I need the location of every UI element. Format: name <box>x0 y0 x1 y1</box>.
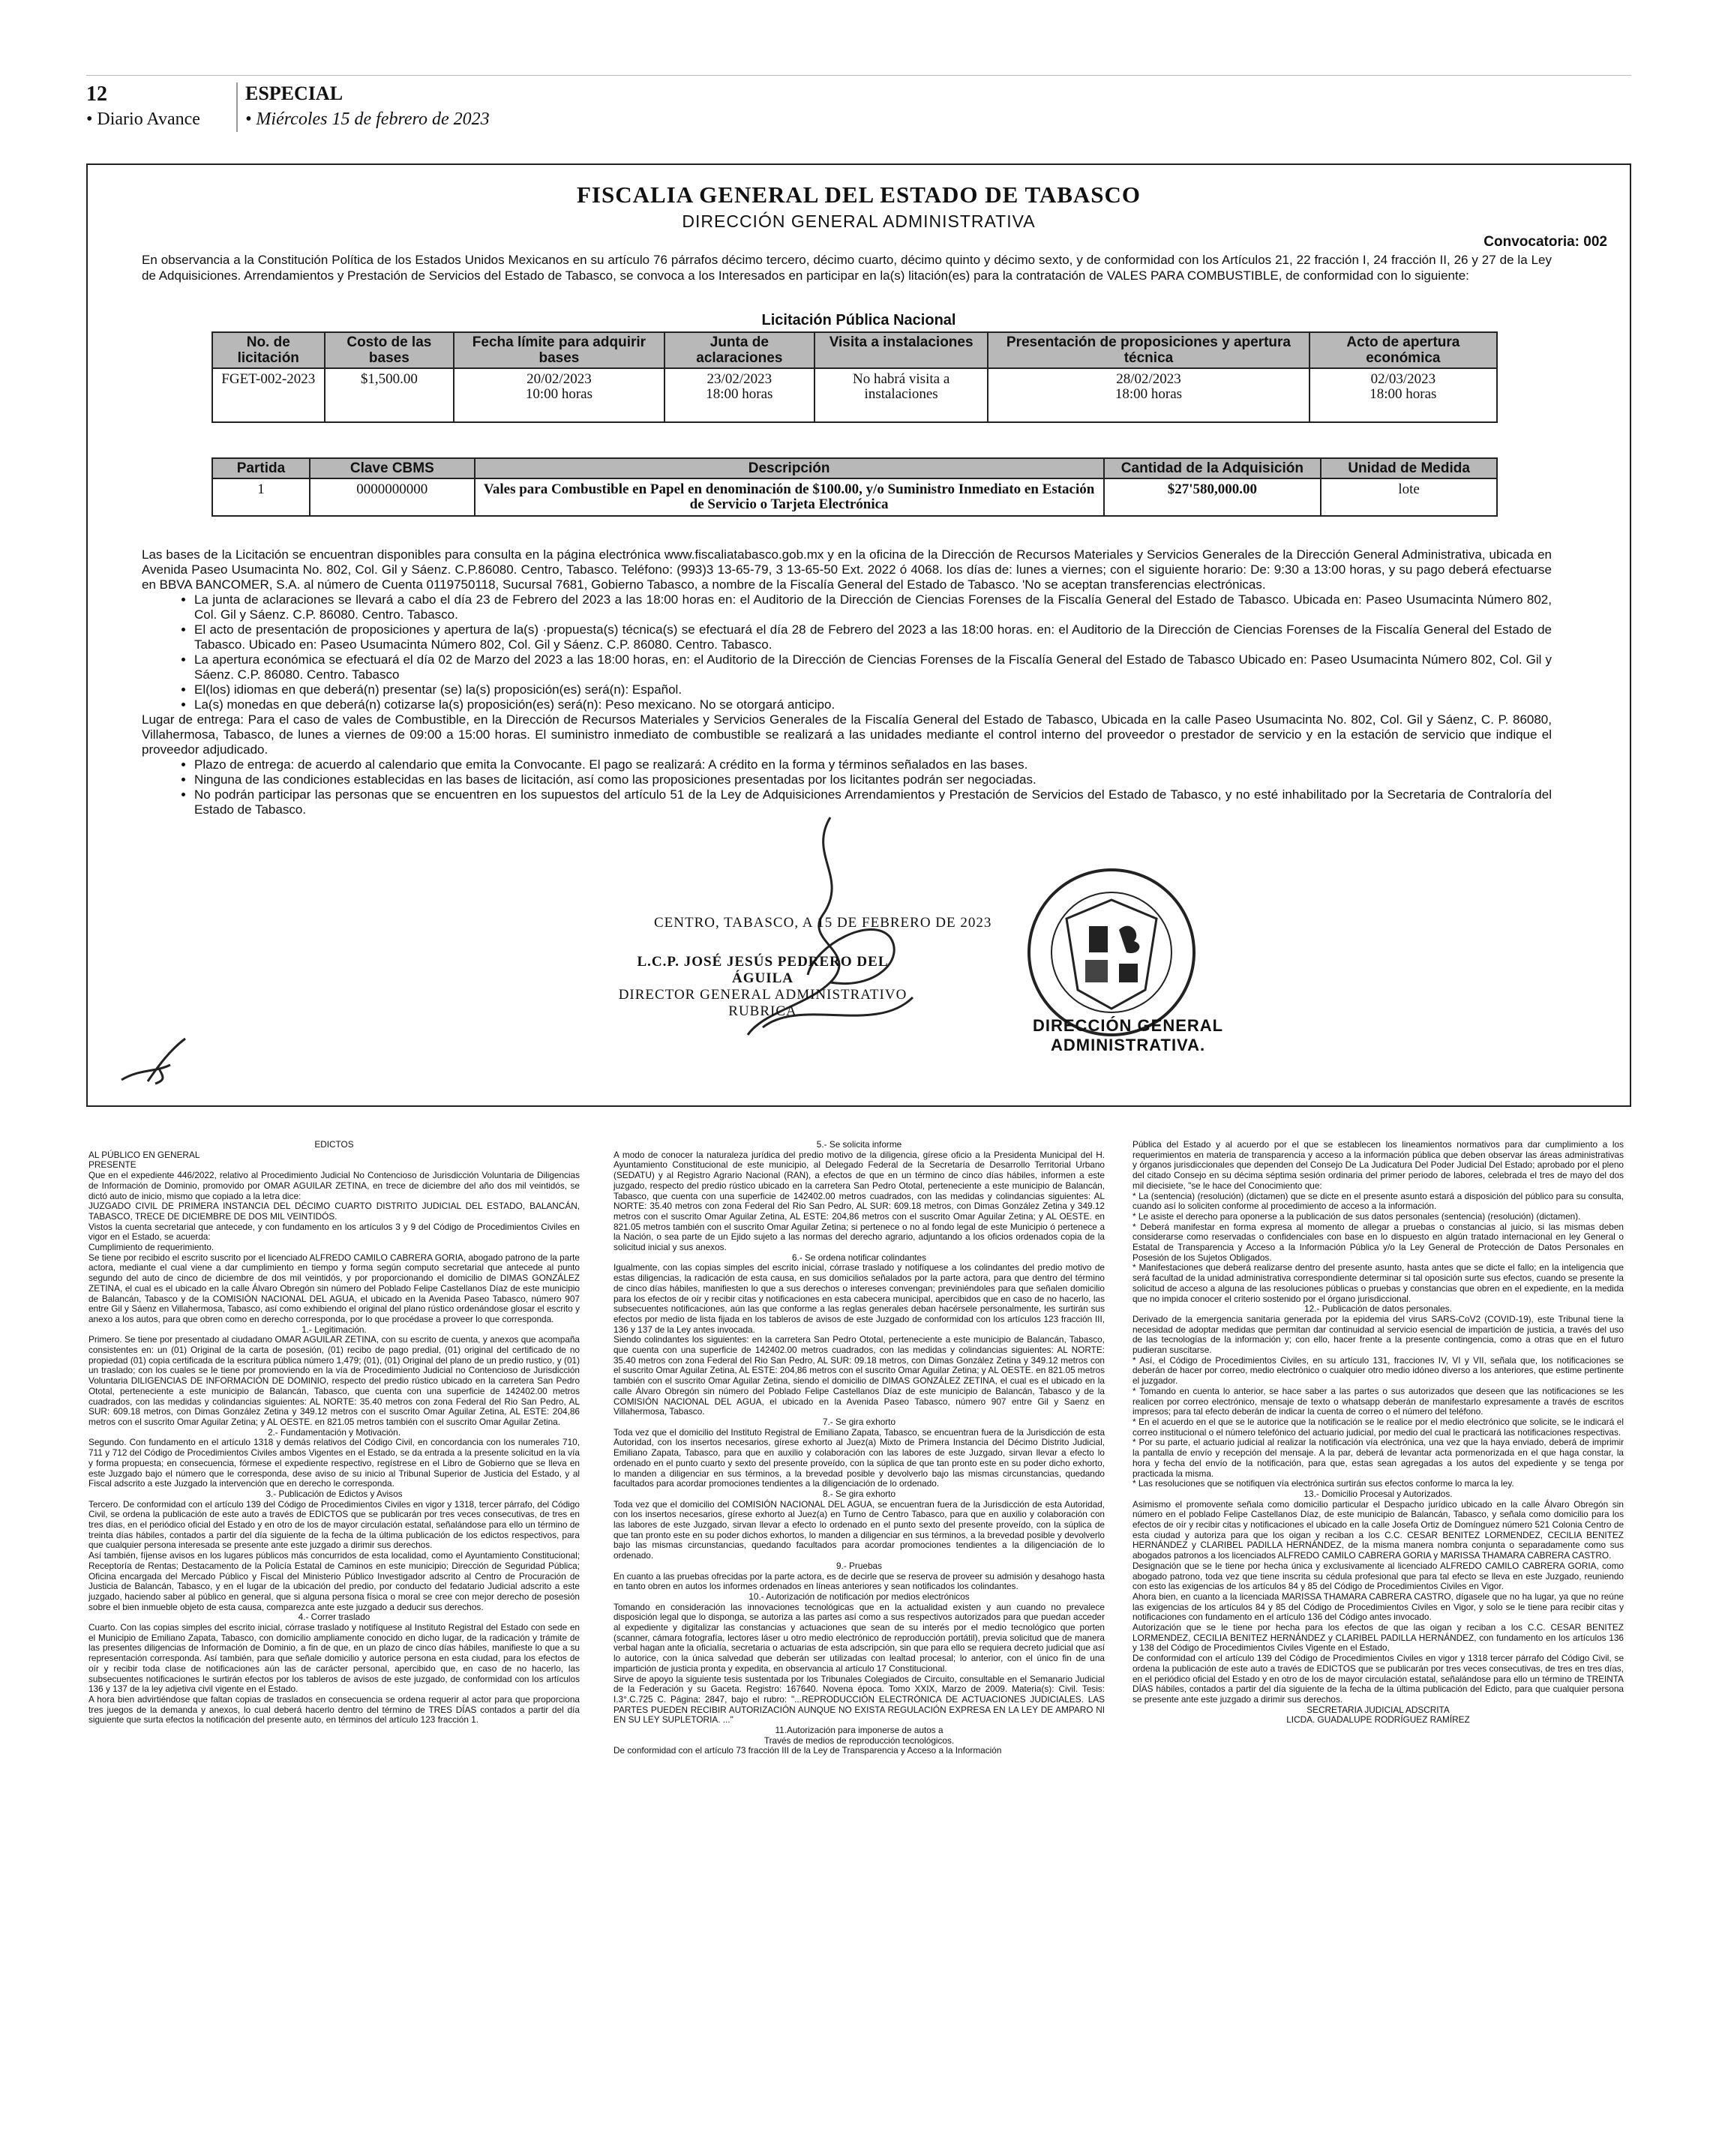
header-rule <box>86 75 1631 76</box>
edicto-paragraph: Autorización que se le tiene por hecha para los efectos de que las oigan y reciban a los C.C. CESAR BENITEZ LORMENDEZ, CECILIA BENITEZ HERNÁNDEZ y CLARIBEL PADILLA HERNÁNDEZ, con fundamento en los artículos 136 y 138 del Código de Procedimientos Civiles Vigente en el Estado, <box>1132 1622 1624 1654</box>
table-header: Clave CBMS <box>310 458 475 478</box>
edicto-paragraph: * La (sentencia) (resolución) (dictamen) que se dicte en el presente asunto estará a disposición del público para su consulta, cuando así lo soliciten conforme al procedimiento de acceso a la información. <box>1132 1190 1624 1212</box>
edicto-paragraph: Así también, fíjense avisos en los lugares públicos más concurridos de esta localidad, como el Ayuntamiento Constitucional; Receptoría de Rentas; Destacamento de la Policía Estatal de Caminos en este municipio; Dirección de Seguridad Pública; Oficina encargada del Mercado Público y Fiscal del Ministerio Público Investigador adscrito al Centro de Procuración de Justicia de Balancán, Tabasco, y en el lugar de la ubicación del predio, por conducto del fedatario Judicial adscrito a este juzgado, haciendo saber al público en general, que si alguna persona física o moral se cree con mejor derecho de posesión sobre el bien inmueble objeto de esta causa, comparezca ante este juzgado a deducir sus derechos. <box>88 1550 580 1612</box>
signer-block <box>605 954 920 1020</box>
edicto-paragraph: Tomando en consideración las innovaciones tecnológicas que en la actualidad existen y aun cuando no prevalece disposición legal que lo disponga, se autoriza a las partes así como a sus respectivos autorizados para que puedan acceder al expediente y digitalizar las constancias y actuaciones que sean de su interés por el medio tecnológico que porten (scanner, cámara fotografía, lectores láser u otro medio electrónico de reproducción portátil), previa solicitud que de manera verbal hagan ante la oficialía, secretaria o actuarias de esta adscripción, sin que para ello se requiera decreto judicial que así lo autorice, con la única salvedad que deberán ser utilizadas con lealtad procesal; lo anterior, con el único fin de una impartición de justicia pronta y expedita, en observancia al artículo 17 Constitucional. <box>614 1601 1105 1674</box>
edicto-heading: 8.- Se gira exhorto <box>822 1488 896 1499</box>
edicto-heading: 3.- Publicación de Edictos y Avisos <box>266 1488 403 1499</box>
table-header: Descripción <box>475 458 1104 478</box>
edicto-paragraph: AL PÚBLICO EN GENERAL <box>88 1149 200 1160</box>
edicto-paragraph: Que en el expediente 446/2022, relativo al Procedimiento Judicial No Contencioso de Jurisdicción Voluntaria de Diligencias de Información de Dominio, promovido por OMAR AGUILAR ZETINA, en trece de diciembre del año dos mil veintidós, se dictó auto de inicio, mismo que copiado a la letra dice: <box>88 1170 580 1201</box>
ad-subtitle: DIRECCIÓN GENERAL ADMINISTRATIVA <box>682 211 1036 231</box>
table-cell: 0000000000 <box>310 478 475 516</box>
official-seal <box>1025 866 1198 1039</box>
edicto-paragraph: * Tomando en cuenta lo anterior, se hace saber a las partes o sus autorizados que deseen que las notificaciones se les realicen por correo electrónico, mensaje de texto o whatsapp deberán de manifestarlo expresamente a través de escritos impresos; para tal efecto deberán de indicar la cuenta de correo o el número del teléfono. <box>1132 1385 1624 1417</box>
section-name: ESPECIAL <box>245 82 344 104</box>
condition-item: • Ninguna de las condiciones establecidas en las bases de licitación, así como las proposiciones presentadas por los licitantes podrán ser negociadas. <box>194 772 1552 787</box>
seal-caption-line2: ADMINISTRATIVA. <box>1051 1036 1206 1054</box>
table-cell: No habrá visita a instalaciones <box>814 368 988 422</box>
table-cell: 02/03/2023 18:00 horas <box>1310 368 1497 422</box>
edicto-paragraph: * Así, el Código de Procedimientos Civiles, en su artículo 131, fracciones IV, VI y VII, señala que, los notificaciones se deberán de hacer por correo, medio electrónico o cualquier otro medio idóneo diverso a los anteriores, que estime pertinente el juzgador. <box>1132 1354 1624 1387</box>
table-header: Presentación de proposiciones y apertura técnica <box>988 332 1310 368</box>
edicto-paragraph: Vistos la cuenta secretarial que antecede, y con fundamento en los artículos 3 y 9 del Código de Procedimientos Civiles en vigor en el Estado, se acuerda: <box>88 1221 580 1243</box>
edicto-paragraph: Se tiene por recibido el escrito suscrito por el licenciado ALFREDO CAMILO CABRERA GORIA, abogado patrono de la parte actora, mediante el cual viene a dar cumplimiento en tiempo y forma según computo secretarial que antecede al punto segundo del auto de cinco de diciembre de dos mil veintidós, y por proporcionando el domicilio de DIMAS GONZÁLEZ ZETINA, el cual es el ubicado en la calle Álvaro Obregón sin número del Poblado Felipe Castellanos Díaz de este municipio de Balancán, Tabasco y de la COMISIÓN NACIONAL DEL AGUA, el ubicado en la Avenida Paseo Tabasco, número 907 entre Gil y Sáenz en Villahermosa, Tabasco, así como exhibiendo el original del plano rústico ordenándose glosar el escrito y anexo a los autos, para que obren como en derecho corresponda, por lo que procédase a proveer lo que corresponda. <box>88 1252 580 1324</box>
edicto-heading: 4.- Correr traslado <box>298 1612 370 1623</box>
condition-item: • El(los) idiomas en que deberá(n) presentar (se) la(s) proposición(es) será(n): Español. <box>194 682 1552 697</box>
edicto-paragraph: Derivado de la emergencia sanitaria generada por la epidemia del virus SARS-CoV2 (COVID-19), este Tribunal tiene la necesidad de adoptar medidas que permitan dar continuidad al servicio esencial de impartición de justicia, a través del uso de las tecnologías de la información y; con ello, hacer frente a la presente contingencia, como a otras que en el futuro pudieran suscitarse. <box>1132 1313 1624 1356</box>
edicto-paragraph: Segundo. Con fundamento en el artículo 1318 y demás relativos del Código Civil, en concordancia con los numerales 710, 711 y 712 del Código de Procedimientos Civiles ambos Vigentes en el Estado, se da entrada a la presente solicitud en la vía y forma propuesta; en consecuencia, fórmese el expediente respectivo, regístrese en el Libro de Gobierno que se lleva en este Juzgado bajo el número que le corresponda, dese aviso de su inicio al Tribunal Superior de Justicia del Estado, y al Fiscal adscrito a este Juzgado la intervención que en derecho le corresponda. <box>88 1437 580 1489</box>
edicto-heading: 10.- Autorización de notificación por medios electrónicos <box>748 1591 970 1602</box>
ad-intro: En observancia a la Constitución Política de los Estados Unidos Mexicanos en su artículo 76 párrafos décimo tercero, décimo cuarto, décimo quinto y décimo sexto, y de conformidad con los Artículos 21, 22 fracción I, 24 fracción II, 26 y 27 de la Ley de Adquisiciones. Arrendamientos y Prestación de Servicios del Estado de Tabasco, se convoca a los Interesados en participar en la(s) litación(es) para la contratación de VALES PARA COMBUSTIBLE, de conformidad con lo siguiente: <box>142 253 1552 283</box>
table-cell: 23/02/2023 18:00 horas <box>664 368 814 422</box>
header-divider <box>236 82 238 132</box>
edicto-heading: 9.- Pruebas <box>836 1560 882 1571</box>
condition-item: • La(s) monedas en que deberá(n) cotizarse la(s) proposición(es) será(n): Peso mexicano. No se otorgará anticipo. <box>194 697 1552 712</box>
signer-name: L.C.P. JOSÉ JESÚS PEDRERO DEL ÁGUILA <box>637 954 889 986</box>
condition-item: • No podrán participar las personas que se encuentren en los supuestos del artículo 51 de la Ley de Adquisiciones Arrendamientos y Prestación de Servicios del Estado de Tabasco, y no esté inhabilitado por la Secretaria de Contraloría del Estado de Tabasco. <box>194 787 1552 817</box>
conditions-list <box>142 592 1552 712</box>
table-header: Fecha límite para adquirir bases <box>454 332 664 368</box>
condition-item: • El acto de presentación de proposiciones y apertura de la(s) ·propuesta(s) técnica(s) se efectuará el día 28 de Febrero del 2023 a las 18:00 horas. en: el Auditorio de la Dirección de Ciencias Forenses de la Fiscalía General del Estado de Tabasco. Ubicado en: Paseo Usumacinta Número 802, Col. Gil y Sáenz. C.P. 86080. Centro. Tabasco. <box>194 622 1552 652</box>
conditions-list-2 <box>142 757 1552 817</box>
page-header <box>86 82 1631 135</box>
edicto-paragraph: Primero. Se tiene por presentado al ciudadano OMAR AGUILAR ZETINA, con su escrito de cuenta, y anexos que acompaña consistentes en: un (01) Original de la carta de posesión, (01) recibo de pago predial, (01) original del certificado de no propiedad (01) copia certificada de la escritura pública número 1,479; (01), (01) Original del plano de un predio rustico, y (01) un traslado; con los cuales se le tiene por promoviendo en la vía de Procedimiento Judicial no Contencioso de Jurisdicción Voluntaria DILIGENCIAS DE INFORMACIÓN DE DOMINIO, respecto del predio rústico ubicado en la carretera San Pedro Ototal, perteneciente a este municipio de Balancán, Tabasco, que cuenta con una superficie de 142402.00 metros cuadrados, con las medidas y colindancias siguientes: AL NORTE: 35.40 metros con zona Federal del Rio San Pedro, AL SUR: 609.18 metros, con Dimas González Zetina y 349.12 metros con el suscrito Omar Aguilar Zetina, AL ESTE: 204,86 metros con el suscrito Omar Aguilar Zetina; y AL OESTE. en 821.05 metros también con el suscrito Omar Aguilar Zetina. <box>88 1334 580 1427</box>
edicto-paragraph: A modo de conocer la naturaleza jurídica del predio motivo de la diligencia, gírese oficio a la Presidenta Municipal del H. Ayuntamiento Constitucional de este municipio, al Delegado Federal de la Secretaría de Desarrollo Territorial Urbano (SEDATU) y al Registro Agrario Nacional (RAN), a efectos de que en un término de cinco días hábiles, informen a este juzgado, respecto del predio rústico ubicado en la carretera San Pedro Ototal, perteneciente a este municipio de Balancán, Tabasco, que cuenta con una superficie de 142402.00 metros cuadrados, con las medidas y colindancias siguientes: AL NORTE: 35.40 metros con zona Federal del Rio San Pedro, AL SUR: 609.18 metros, con Dimas González Zetina y 349.12 metros con el suscrito Omar Aguilar Zetina, AL ESTE: 204,86 metros con el suscrito Omar Aguilar Zetina; y AL OESTE. en 821.05 metros también con el suscrito Omar Aguilar Zetina; si pertenece o no al fondo legal de este Municipio ó pertenece a la Nación, o sea parte de un Ejido sujeto a las normas del derecho agrario, adjuntando a los oficios ordenados copia de la solicitud inicial y sus anexos. <box>614 1149 1105 1253</box>
convocatoria-number: Convocatoria: 002 <box>1484 234 1607 250</box>
edicto-paragraph: Tercero. De conformidad con el artículo 139 del Código de Procedimientos Civiles en vigor y 1318, tercer párrafo, del Código Civil, se ordena la publicación de este auto a través de EDICTOS que se publicarán por tres veces consecutivas, de tres en tres días, en el periódico oficial del Estado y en otro de los de mayor circulación estatal, señalándose para ello un término de treinta días hábiles, contados a partir del día siguiente de la fecha de la última publicación de los edictos respectivos, para que cualquier persona interesada se presente ante este juzgado a dirimir sus derechos. <box>88 1498 580 1551</box>
edicto-column-2 <box>614 1140 1105 1756</box>
seal-caption <box>1033 1016 1223 1055</box>
table-title: Licitación Pública Nacional <box>761 312 956 328</box>
edicto-paragraph: Igualmente, con las copias simples del escrito inicial, córrase traslado y notifíquese a los colindantes del predio motivo de estas diligencias, la radicación de esta causa, en sus domicilios señalados por la parte actora, para que dentro del término de cinco días hábiles, manifiesten lo que a sus derechos o intereses convengan; previniéndoles para que señalen domicilio para los efectos de oír y recibir citas y notificaciones en esta cabecera municipal, apercibidos que en caso de no hacerlo, las subsecuentes notificaciones, aún las que conforme a las reglas generales deban hacérsele personalmente, les surtirán sus efectos por medio de lista fijada en los tableros de avisos de este Juzgado de conformidad con los artículos 123 fracción III, 136 y 137 de la Ley antes invocada. <box>614 1262 1105 1335</box>
table-cell: lote <box>1321 478 1497 516</box>
ad-title: FISCALIA GENERAL DEL ESTADO DE TABASCO <box>576 181 1142 208</box>
edicto-paragraph: Cumplimiento de requerimiento. <box>88 1242 214 1253</box>
edicto-heading: 1.- Legitimación. <box>302 1324 367 1335</box>
table-cell: Vales para Combustible en Papel en denominación de $100.00, y/o Suministro Inmediato en Estación de Servicio o Tarjeta Electrónica <box>475 478 1104 516</box>
edicto-paragraph: Sirve de apoyo la siguiente tesis sustentada por los Tribunales Colegiados de Circuito, consultable en el Semanario Judicial de la Federación y su Gaceta. Registro: 167640. Novena época. Tomo XXIX, Marzo de 2009. Materia(s): Civil. Tesis: I.3°.C.725 C. Página: 2847, bajo el rubro: "...REPRODUCCIÓN ELECTRÓNICA DE ACTUACIONES JUDICIALES. LAS PARTES PUEDEN RECIBIR AUTORIZACIÓN AUNQUE NO EXISTA REGULACIÓN EXPRESA EN LA LEY DE AMPARO NI EN SU LEY SUPLETORIA. ..." <box>614 1673 1105 1726</box>
initials-mark <box>118 1035 193 1087</box>
table-cell: 1 <box>212 478 310 516</box>
edicto-paragraph: Ahora bien, en cuanto a la licenciada MARISSA THAMARA CABRERA CASTRO, dígasele que no ha lugar, ya que no reúne las exigencias de los artículos 84 y 85 del Código de Procedimientos Civiles en Vigor, y solo se le tiene para recibir citas y notificaciones con fundamento en el artículo 136 del Código antes invocado. <box>1132 1591 1624 1623</box>
place-date: CENTRO, TABASCO, A 15 DE FEBRERO DE 2023 <box>654 915 992 931</box>
edicto-heading: 7.- Se gira exhorto <box>822 1416 896 1427</box>
edicto-paragraph: * Las resoluciones que se notifiquen vía electrónica surtirán sus efectos conforme lo marca la ley. <box>1132 1478 1514 1489</box>
table-cell: $1,500.00 <box>325 368 454 422</box>
edicto-paragraph: En cuanto a las pruebas ofrecidas por la parte actora, es de decirle que se reserva de proveer su admisión y desahogo hasta en tanto obren en autos los informes ordenados en líneas anteriores y sean notificados los colindantes. <box>614 1570 1105 1592</box>
edicto-paragraph: Siendo colindantes los siguientes: en la carretera San Pedro Ototal, perteneciente a este municipio de Balancán, Tabasco, que cuenta con una superficie de 142402.00 metros cuadrados, con las medidas y colindancias siguientes: AL NORTE: 35.40 metros con zona Federal del Rio San Pedro, AL SUR: 09.18 metros, con Dimas González Zetina y 349.12 metros con el suscrito Omar Aguilar Zetina, AL ESTE: 204,86 metros con el suscrito Omar Aguilar Zetina; y AL OESTE. en 821.05 metros también con el suscrito Omar Aguilar Zetina, siendo el domicilio de DIMAS GONZÁLEZ ZETINA, el cual es el ubicado en la calle Álvaro Obregón sin número del Poblado Felipe Castellanos Díaz de este municipio de Balancán, Tabasco y de la COMISIÓN NACIONAL DEL AGUA, el ubicado en la Avenida Paseo Tabasco, número 907 entre Gil y Saenz en Villahermosa, Tabasco. <box>614 1334 1105 1417</box>
table-header: Junta de aclaraciones <box>664 332 814 368</box>
signer-note: RUBRICA <box>728 1003 797 1019</box>
licitacion-table <box>212 331 1498 423</box>
condition-item: • Plazo de entrega: de acuerdo al calendario que emita la Convocante. El pago se realizará: A crédito en la forma y términos señalados en las bases. <box>194 757 1552 772</box>
edicto-paragraph: Cuarto. Con las copias simples del escrito inicial, córrase traslado y notifíquese al Instituto Registral del Estado con sede en el Municipio de Emiliano Zapata, Tabasco, con domicilio ampliamente conocido en dicho lugar, de la radicación y trámite de las presentes diligencias de Información de Dominio, a fin de que, en un plazo de cinco días hábiles, manifieste lo que a su representación corresponda. Así también, para que señale domicilio y autorice persona en esta ciudad, para los efectos de oír y recibir toda clase de notificaciones aún las de carácter personal, apercibido que, en caso de no hacerlo, las subsecuentes notificaciones le surtirán efectos por los tableros de avisos de este juzgado, de conformidad con los artículos 136 y 137 de la ley adjetiva civil vigente en el Estado. <box>88 1622 580 1695</box>
issue-date: • Miércoles 15 de febrero de 2023 <box>245 109 490 129</box>
edicto-paragraph: Toda vez que el domicilio del COMISIÓN NACIONAL DEL AGUA, se encuentran fuera de la Jurisdicción de esta Autoridad, con los insertos necesarios, gírese exhorto al Juez(a) en Turno de Centro Tabasco, para que en auxilio y colaboración con las labores de este Juzgado, sirvan llevar a efecto lo ordenado en el punto sexto del presente proveído, con la súplica de que tan pronto este en su poder dichos exhortos, lo manden a diligenciar en sus términos, a la brevedad posible y devolverlo bajo las mismas circunstancias, quedando facultados para acordar promociones tendientes a la diligenciación de lo ordenado. <box>614 1498 1105 1561</box>
edicto-paragraph: A hora bien advirtiéndose que faltan copias de traslados en consecuencia se ordena requerir al actor para que proporciona tres juegos de la demanda y anexos, lo cual deberá hacerlo dentro del término de TRES DÍAS contados a partir del día siguiente que surta efectos la notificación del presente auto, en términos del artículo 123 fracción 1. <box>88 1693 580 1726</box>
table-cell: 28/02/2023 18:00 horas <box>988 368 1310 422</box>
condition-item: • La junta de aclaraciones se llevará a cabo el día 23 de Febrero del 2023 a las 18:00 horas en: el Auditorio de la Dirección de Ciencias Forenses de la Fiscalía General del Estado de Tabasco. Ubicada en: Paseo Usumacinta Número 802, Col. Gil y Sáenz. C.P. 86080. Centro. Tabasco. <box>194 592 1552 622</box>
table-cell: 20/02/2023 10:00 horas <box>454 368 664 422</box>
edicto-paragraph: De conformidad con el artículo 139 del Código de Procedimientos Civiles en vigor y 1318 tercer párrafo del Código Civil, se ordena la publicación de este auto a través de EDICTOS que se publicarán por tres veces consecutivas, de tres en tres días, en el periódico oficial del Estado y en otro de los de mayor circulación estatal, señalándose para ello un término de TREINTA DÍAS hábiles, contados a partir del día siguiente de la fecha de la última publicación del Edicto, para que cualquier persona se presente ante este juzgado a dirimir sus derechos. <box>1132 1653 1624 1705</box>
edicto-paragraph: De conformidad con el artículo 73 fracción III de la Ley de Transparencia y Acceso a la Información <box>614 1745 1002 1756</box>
edicto-paragraph: * Le asiste el derecho para oponerse a la publicación de sus datos personales (sentencia) (resolución) (dictamen). <box>1132 1210 1581 1222</box>
table-cell: FGET-002-2023 <box>212 368 325 422</box>
edicto-heading: 5.- Se solicita informe <box>816 1139 902 1150</box>
edicto-paragraph: * En el acuerdo en el que se le autorice que la notificación se le realice por el medio electrónico que solicite, se le indicará el correo institucional o el número telefónico del actuario judicial, por medio del cual le practicará las notificaciones respectivas. <box>1132 1416 1624 1438</box>
table-header: Costo de las bases <box>325 332 454 368</box>
edicto-heading: EDICTOS <box>314 1139 354 1150</box>
signer-title: DIRECTOR GENERAL ADMINISTRATIVO <box>618 987 908 1003</box>
edicto-heading: LICDA. GUADALUPE RODRÍGUEZ RAMÍREZ <box>1286 1714 1470 1726</box>
table-header: Acto de apertura económica <box>1310 332 1497 368</box>
edicto-paragraph: Toda vez que el domicilio del Instituto Registral de Emiliano Zapata, Tabasco, se encuentran fuera de la Jurisdicción de esta Autoridad, con los insertos necesarios, gírese exhorto al Juez(a) Mixto de Primera Instancia del Décimo Distrito Judicial, Emiliano Zapata, Tabasco, para que en auxilio y colaboración con las labores de este Juzgado, sirvan llevar a efecto lo ordenado en el punto cuarto y sexto del presente proveído, con la súplica de que tan pronto este en su poder dicho exhorto, lo manden a diligenciar en sus términos, a la brevedad posible y devolverlo bajo las mismas circunstancias, quedando facultados para acordar promociones tendientes a la diligenciación de lo ordenado. <box>614 1426 1105 1489</box>
table-header: Partida <box>212 458 310 478</box>
edicto-paragraph: PRESENTE <box>88 1159 136 1171</box>
bases-paragraph: Las bases de la Licitación se encuentran disponibles para consulta en la página electrónica www.fiscaliatabasco.gob.mx y en la oficina de la Dirección de Recursos Materiales y Servicios Generales de la Dirección General Administrativa, ubicada en Avenida Paseo Usumacinta No. 802, Col. Gil y Sáenz. C.P.86080. Centro, Tabasco. Teléfono: (993)3 13-65-79, 3 13-65-50 Ext. 2022 ó 4068. los días de: lunes a viernes; con el siguiente horario: De: 9:30 a 13:00 horas, y su pago deberá efectuarse en BBVA BANCOMER, S.A. al número de Cuenta 0119750118, Sucursal 7681, Gobierno Tabasco, a nombre de la Fiscalía General del Estado de Tabasco. 'No se aceptan transferencias electrónicas. <box>142 547 1552 592</box>
table-header: Visita a instalaciones <box>814 332 988 368</box>
edicto-paragraph: Pública del Estado y al acuerdo por el que se establecen los lineamientos normativos para dar cumplimiento a los requerimientos en materia de transparencia y acceso a la información pública que deben observar las áreas administrativas y órganos jurisdiccionales que dependen del Consejo De La Judicatura Del Poder Judicial Del Estado; aprobado por el pleno del citado Consejo en su décima séptima sesión ordinaria del primer periodo de labores, celebrada el tres de mayo del dos mil diecisiete, "se le hace del Conocimiento que: <box>1132 1139 1624 1191</box>
edicto-heading: 13.- Domicilio Procesal y Autorizados. <box>1304 1488 1453 1499</box>
page-number: 12 <box>86 82 107 106</box>
edicto-heading: Través de medios de reproducción tecnológicos. <box>764 1735 955 1746</box>
table-cell: $27'580,000.00 <box>1104 478 1322 516</box>
bases-section <box>142 547 1552 817</box>
edicto-paragraph: Asimismo el promovente señala como domicilio particular el Despacho jurídico ubicado en la calle Álvaro Obregón sin número en el poblado Felipe Castellanos Díaz, de este municipio de Balancán, Tabasco, y señala como domicilio para los efectos de oír y recibir citas y notificaciones el ubicado en la calle Josefa Ortiz de Domínguez número 521 Colonia Centro de esta ciudad y autoriza para que los oigan y reciban a los C.C. CESAR BENITEZ LORMENDEZ, CECILIA BENITEZ HERNÁNDEZ y CLARIBEL PADILLA HERNÁNDEZ, de la misma manera nombra conjunta o separadamente como sus abogados patronos a los licenciados ALFREDO CAMILO CABRERA GORIA y MARISSA THAMARA CABRERA CASTRO. <box>1132 1498 1624 1561</box>
table-header: Cantidad de la Adquisición <box>1104 458 1322 478</box>
edicto-heading: 2.- Fundamentación y Motivación. <box>267 1426 401 1438</box>
table-header: Unidad de Medida <box>1321 458 1497 478</box>
edicto-paragraph: JUZGADO CIVIL DE PRIMERA INSTANCIA DEL DÉCIMO CUARTO DISTRITO JUDICIAL DEL ESTADO, BALANCÁN, TABASCO, TRECE DE DICIEMBRE DE DOS MIL VEINTIDÓS. <box>88 1201 580 1222</box>
convocatoria-ad <box>86 163 1631 1107</box>
partidas-table <box>212 457 1498 517</box>
lugar-entrega: Lugar de entrega: Para el caso de vales de Combustible, en la Dirección de Recursos Materiales y Servicios Generales de la Fiscalía General del Estado de Tabasco, Ubicada en la calle Paseo Usumacinta No. 802, Col. Gil y Sáenz, C. P. 86080, Villahermosa, Tabasco, de lunes a viernes de 09:00 a 15:00 horas. El suministro inmediato de combustible se realizará a las unidades mediante el control interno del proveedor o prestador de servicio y en la estación de servicio que indique el proveedor adjudicado. <box>142 712 1552 757</box>
edicto-column-1 <box>88 1140 580 1726</box>
edicto-paragraph: * Por su parte, el actuario judicial al realizar la notificación vía electrónica, una vez que la haya enviado, deberá de imprimir la pantalla de envío y recepción del mensaje. A la par, deberá de levantar acta pormenorizada en el que haga constar, la hora y fecha del envío de la notificación, para que, estas sean agregadas a los autos del expediente y se tenga por practicada la misma. <box>1132 1437 1624 1479</box>
edicto-paragraph: * Manifestaciones que deberá realizarse dentro del presente asunto, hasta antes que se dicte el fallo; en la inteligencia que será facultad de la unidad administrativa correspondiente determinar si tal oposición surte sus efectos, cuando se presente la solicitud de acceso a alguna de las resoluciones públicas o pruebas y constancias que obren en el expediente, en la medida que no impida conocer el criterio sostenido por el órgano jurisdiccional. <box>1132 1262 1624 1304</box>
edicto-heading: 12.- Publicación de datos personales. <box>1304 1303 1452 1315</box>
edicto-heading: 11.Autorización para imponerse de autos a <box>775 1725 944 1736</box>
edicto-paragraph: * Deberá manifestar en forma expresa al momento de allegar a pruebas o constancias al juicio, si las mismas deben considerarse como reservadas o confidenciales con base en lo dispuesto en algún tratado internacional en ley General o Estatal de Transparencia y Acceso a la Información Pública y/o la Ley General de Protección de Datos Personales en Posesión de los Sujetos Obligados. <box>1132 1221 1624 1263</box>
table-header: No. de licitación <box>212 332 325 368</box>
publication-name: • Diario Avance <box>86 109 200 129</box>
edicto-heading: SECRETARIA JUDICIAL ADSCRITA <box>1306 1704 1450 1715</box>
condition-item: • La apertura económica se efectuará el día 02 de Marzo del 2023 a las 18:00 horas, en: el Auditorio de la Dirección de Ciencias Forenses de la Fiscalía General del Estado de Tabasco Ubicado en: Paseo Usumacinta Número 802, Col. Gil y Sáenz. C.P. 86080. Centro. Tabasco <box>194 652 1552 682</box>
seal-caption-line1: DIRECCIÓN GENERAL <box>1033 1016 1224 1035</box>
edicto-paragraph: Designación que se le tiene por hecha única y exclusivamente al licenciado ALFREDO CAMILO CABRERA GORIA, como abogado patrono, toda vez que tiene inscrita su cédula profesional que para tal efecto se lleva en este Juzgado, reuniendo con esto las exigencias de los artículos 84 y 85 del Código de Procedimientos Civiles en Vigor. <box>1132 1560 1624 1592</box>
edicto-column-3 <box>1132 1140 1624 1726</box>
edicto-heading: 6.- Se ordena notificar colindantes <box>791 1252 927 1263</box>
